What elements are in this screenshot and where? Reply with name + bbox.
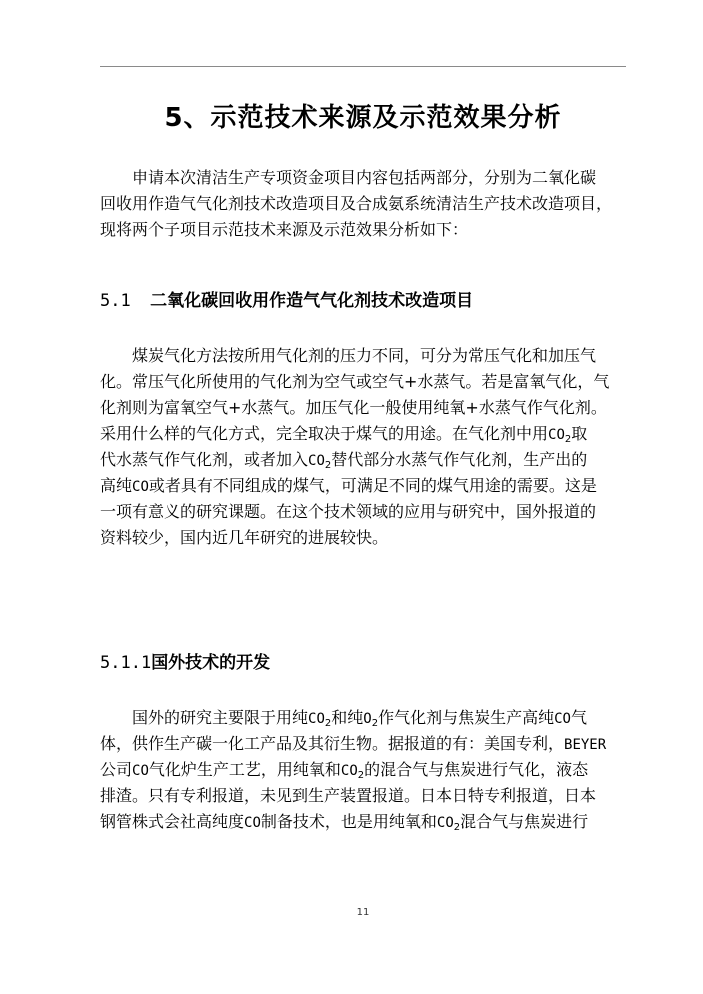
section-number: 5.1.1 <box>100 653 152 673</box>
company-name: BEYER <box>564 737 607 753</box>
page-title: 5、示范技术来源及示范效果分析 <box>164 103 562 133</box>
text-line: 体，供作生产碳一化工产品及其衍生物。据报道的有：美国专利，BEYER <box>100 734 607 753</box>
chem-co: CO <box>244 815 261 831</box>
text-line: 排渣。只有专利报道，未见到生产装置报道。日本日特专利报道，日本 <box>100 786 597 805</box>
chem-o2: O <box>363 711 372 727</box>
chem-co: CO <box>132 763 149 779</box>
text-line: 高纯CO或者具有不同组成的煤气，可满足不同的煤气用途的需要。这是 <box>100 476 597 495</box>
text-line: 现将两个子项目示范技术来源及示范效果分析如下： <box>100 220 469 239</box>
chem-co: CO <box>132 479 149 495</box>
text-line: 煤炭气化方法按所用气化剂的压力不同，可分为常压气化和加压气 <box>132 346 597 365</box>
intro-paragraph <box>100 165 626 243</box>
paragraph-gasification <box>100 343 626 551</box>
chem-co: CO <box>554 711 571 727</box>
section-heading-5-1 <box>100 288 473 314</box>
text-line: 资料较少，国内近几年研究的进展较快。 <box>100 528 389 547</box>
text-line: 回收用作造气气化剂技术改造项目及合成氨系统清洁生产技术改造项目， <box>100 194 613 213</box>
text-line: 国外的研究主要限于用纯$CO_2$和纯$O_2$作气化剂与焦炭生产高纯CO气 <box>132 708 587 729</box>
text-line: 采用什么样的气化方式，完全取决于煤气的用途。在气化剂中用$CO_2$取 <box>100 424 588 445</box>
text-line: 申请本次清洁生产专项资金项目内容包括两部分，分别为二氧化碳 <box>132 168 597 187</box>
chem-co2: CO <box>308 453 325 469</box>
section-number: 5.1 <box>100 291 131 311</box>
paragraph-foreign-tech <box>100 705 626 835</box>
chem-co2: CO <box>340 763 358 779</box>
section-title: 二氧化碳回收用作造气气化剂技术改造项目 <box>150 291 474 311</box>
text-line: 钢管株式会社高纯度CO制备技术，也是用纯氧和$CO_2$混合气与焦炭进行 <box>100 812 589 833</box>
text-line: 一项有意义的研究课题。在这个技术领域的应用与研究中，国外报道的 <box>100 502 597 521</box>
page-number: 11 <box>356 907 370 918</box>
section-title: 国外技术的开发 <box>151 653 271 673</box>
text-line: 化。常压气化所使用的气化剂为空气或空气+水蒸气。若是富氧气化，气 <box>100 372 610 391</box>
chem-co2: CO <box>436 815 454 831</box>
chem-co2: CO <box>548 427 565 443</box>
text-line: 公司CO气化炉生产工艺，用纯氧和$CO_2$的混合气与焦炭进行气化，液态 <box>100 760 589 781</box>
header-rule <box>100 66 626 67</box>
section-heading-5-1-1 <box>100 650 270 676</box>
text-line: 代水蒸气作气化剂，或者加入$CO_2$替代部分水蒸气作气化剂，生产出的 <box>100 450 588 471</box>
text-line: 化剂则为富氧空气+水蒸气。加压气化一般使用纯氧+水蒸气作气化剂。 <box>100 398 607 417</box>
chem-co2: CO <box>308 711 325 727</box>
